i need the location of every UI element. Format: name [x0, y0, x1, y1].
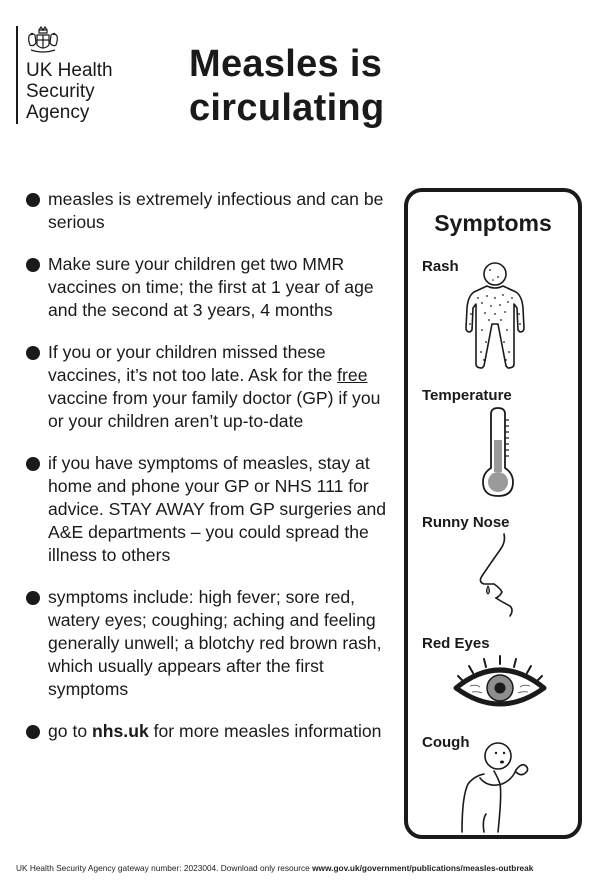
- list-item: [26, 720, 386, 743]
- agency-name-line-3: Agency: [26, 102, 90, 123]
- list-item: [26, 253, 386, 322]
- agency-name: [26, 60, 113, 123]
- agency-name-line-1: UK Health: [26, 60, 113, 81]
- bullet-dot: [26, 258, 40, 272]
- symptom-label-runny-nose: Runny Nose: [422, 514, 510, 531]
- bullet-dot: [26, 193, 40, 207]
- thermometer-icon: [478, 406, 518, 498]
- free-emphasis: free: [337, 365, 368, 385]
- footer-link[interactable]: www.gov.uk/government/publications/measles-outbreak: [312, 863, 534, 873]
- page-title-line-2: circulating: [189, 87, 385, 129]
- list-item: [26, 341, 386, 433]
- symptom-label-red-eyes: Red Eyes: [422, 635, 490, 652]
- list-item-text: If you or your children missed these vaccines, it’s not too late. Ask for the: [48, 342, 338, 385]
- body-rash-icon: [462, 258, 528, 370]
- symptoms-panel: [404, 188, 582, 839]
- agency-name-line-2: Security: [26, 81, 95, 102]
- list-item: [26, 586, 386, 701]
- symptoms-title: Symptoms: [434, 210, 552, 236]
- list-item: [26, 188, 386, 234]
- bullet-dot: [26, 457, 40, 471]
- list-item-text: go to: [48, 721, 93, 741]
- page-title-line-1: Measles is: [189, 43, 383, 85]
- symptom-label-rash: Rash: [422, 258, 459, 275]
- symptom-label-temperature: Temperature: [422, 387, 512, 404]
- nhs-link[interactable]: nhs.uk: [92, 721, 149, 741]
- bullet-dot: [26, 725, 40, 739]
- logo-divider: [16, 26, 18, 124]
- footer-text: UK Health Security Agency gateway number: 2023004. Download only resource: [16, 863, 313, 873]
- list-item-text: measles is extremely infectious and can be serious: [48, 189, 384, 232]
- footer-note: [16, 863, 533, 873]
- list-item-text: symptoms include: high fever; sore red, watery eyes; coughing; aching and feeling generally unwell; a blotchy red brown rash, which usually appears after the first symptoms: [48, 587, 382, 699]
- agency-logo: [16, 26, 156, 126]
- bullet-dot: [26, 591, 40, 605]
- royal-crest-icon: [26, 26, 60, 56]
- list-item-text: if you have symptoms of measles, stay at home and phone your GP or NHS 111 for advice. STAY AWAY from GP surgeries and A&E departments – you could spread the illness to others: [48, 453, 387, 565]
- bullet-dot: [26, 346, 40, 360]
- coughing-person-icon: [458, 738, 532, 834]
- runny-nose-icon: [470, 532, 530, 618]
- red-eye-icon: [452, 654, 548, 714]
- list-item-text: vaccine from your family doctor (GP) if you or your children aren’t up-to-date: [48, 388, 381, 431]
- symptom-label-cough: Cough: [422, 734, 470, 751]
- list-item-text: for more measles information: [148, 721, 382, 741]
- list-item: [26, 452, 386, 567]
- list-item-text: Make sure your children get two MMR vaccines on time; the first at 1 year of age and the second at 3 years, 4 months: [48, 254, 374, 320]
- advice-list: [26, 188, 386, 762]
- page-title: [189, 42, 384, 130]
